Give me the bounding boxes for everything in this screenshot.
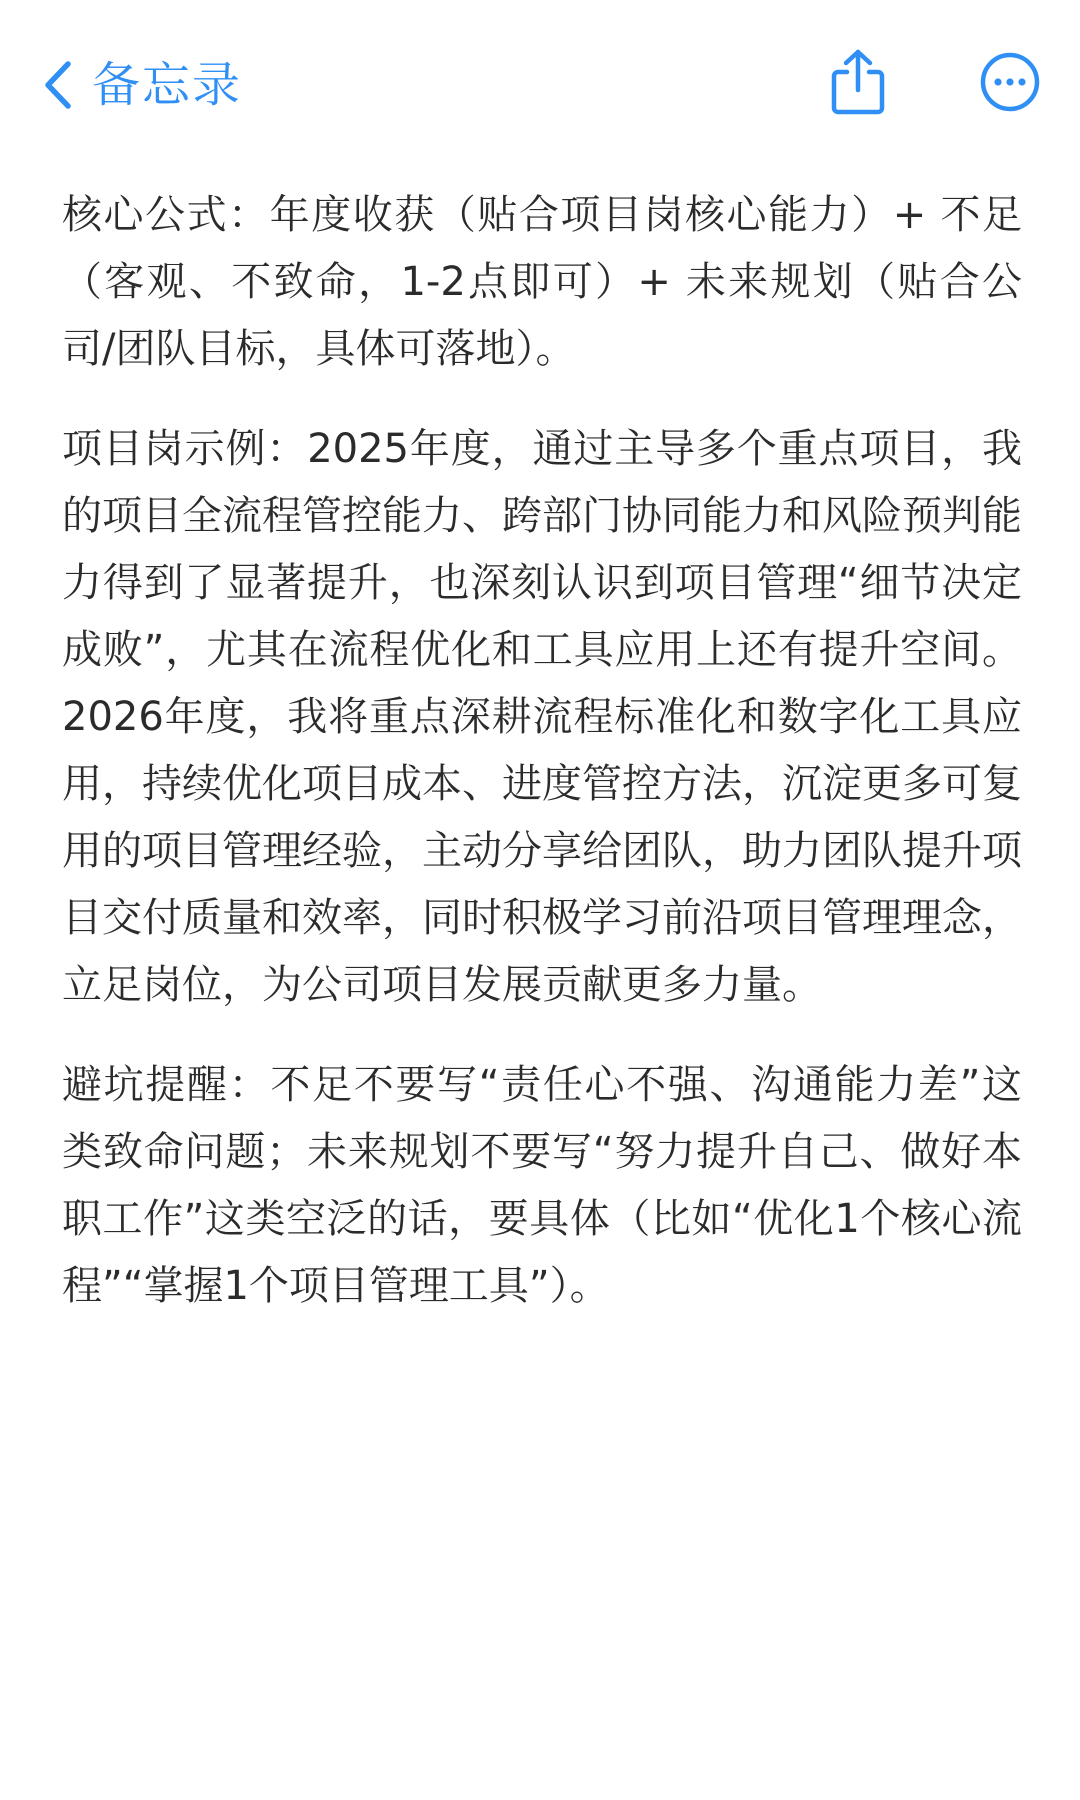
note-paragraph-example: 项目岗示例：2025年度，通过主导多个重点项目，我的项目全流程管控能力、跨部门协同能力和风险预判能力得到了显著提升，也深刻认识到项目管理“细节决定成败”，尤其在流程优化和工具应用上还有提升空间。2026年度，我将重点深耕流程标准化和数字化工具应用，持续优化项目成本、进度管控方法，沉淀更多可复用的项目管理经验，主动分享给团队，助力团队提升项目交付质量和效率，同时积极学习前沿项目管理理念，立足岗位，为公司项目发展贡献更多力量。: [62, 426, 1022, 1008]
back-label: 备忘录: [92, 57, 243, 113]
note-paragraph-tips: 避坑提醒：不足不要写“责任心不强、沟通能力差”这类致命问题；未来规划不要写“努力提升自己、做好本职工作”这类空泛的话，要具体（比如“优化1个核心流程”“掌握1个项目管理工具”）。: [62, 1062, 1022, 1309]
navigation-bar: [0, 0, 1080, 170]
more-icon: [979, 51, 1041, 117]
note-body[interactable]: [62, 182, 1022, 1353]
share-button[interactable]: [812, 38, 904, 130]
note-paragraph-formula: 核心公式：年度收获（贴合项目岗核心能力）+ 不足（客观、不致命，1-2点即可）+ 未来规划（贴合公司/团队目标，具体可落地）。: [62, 192, 1022, 372]
back-button[interactable]: [42, 52, 242, 118]
more-button[interactable]: [964, 38, 1056, 130]
share-icon: [828, 48, 888, 120]
chevron-left-icon: [42, 60, 72, 110]
